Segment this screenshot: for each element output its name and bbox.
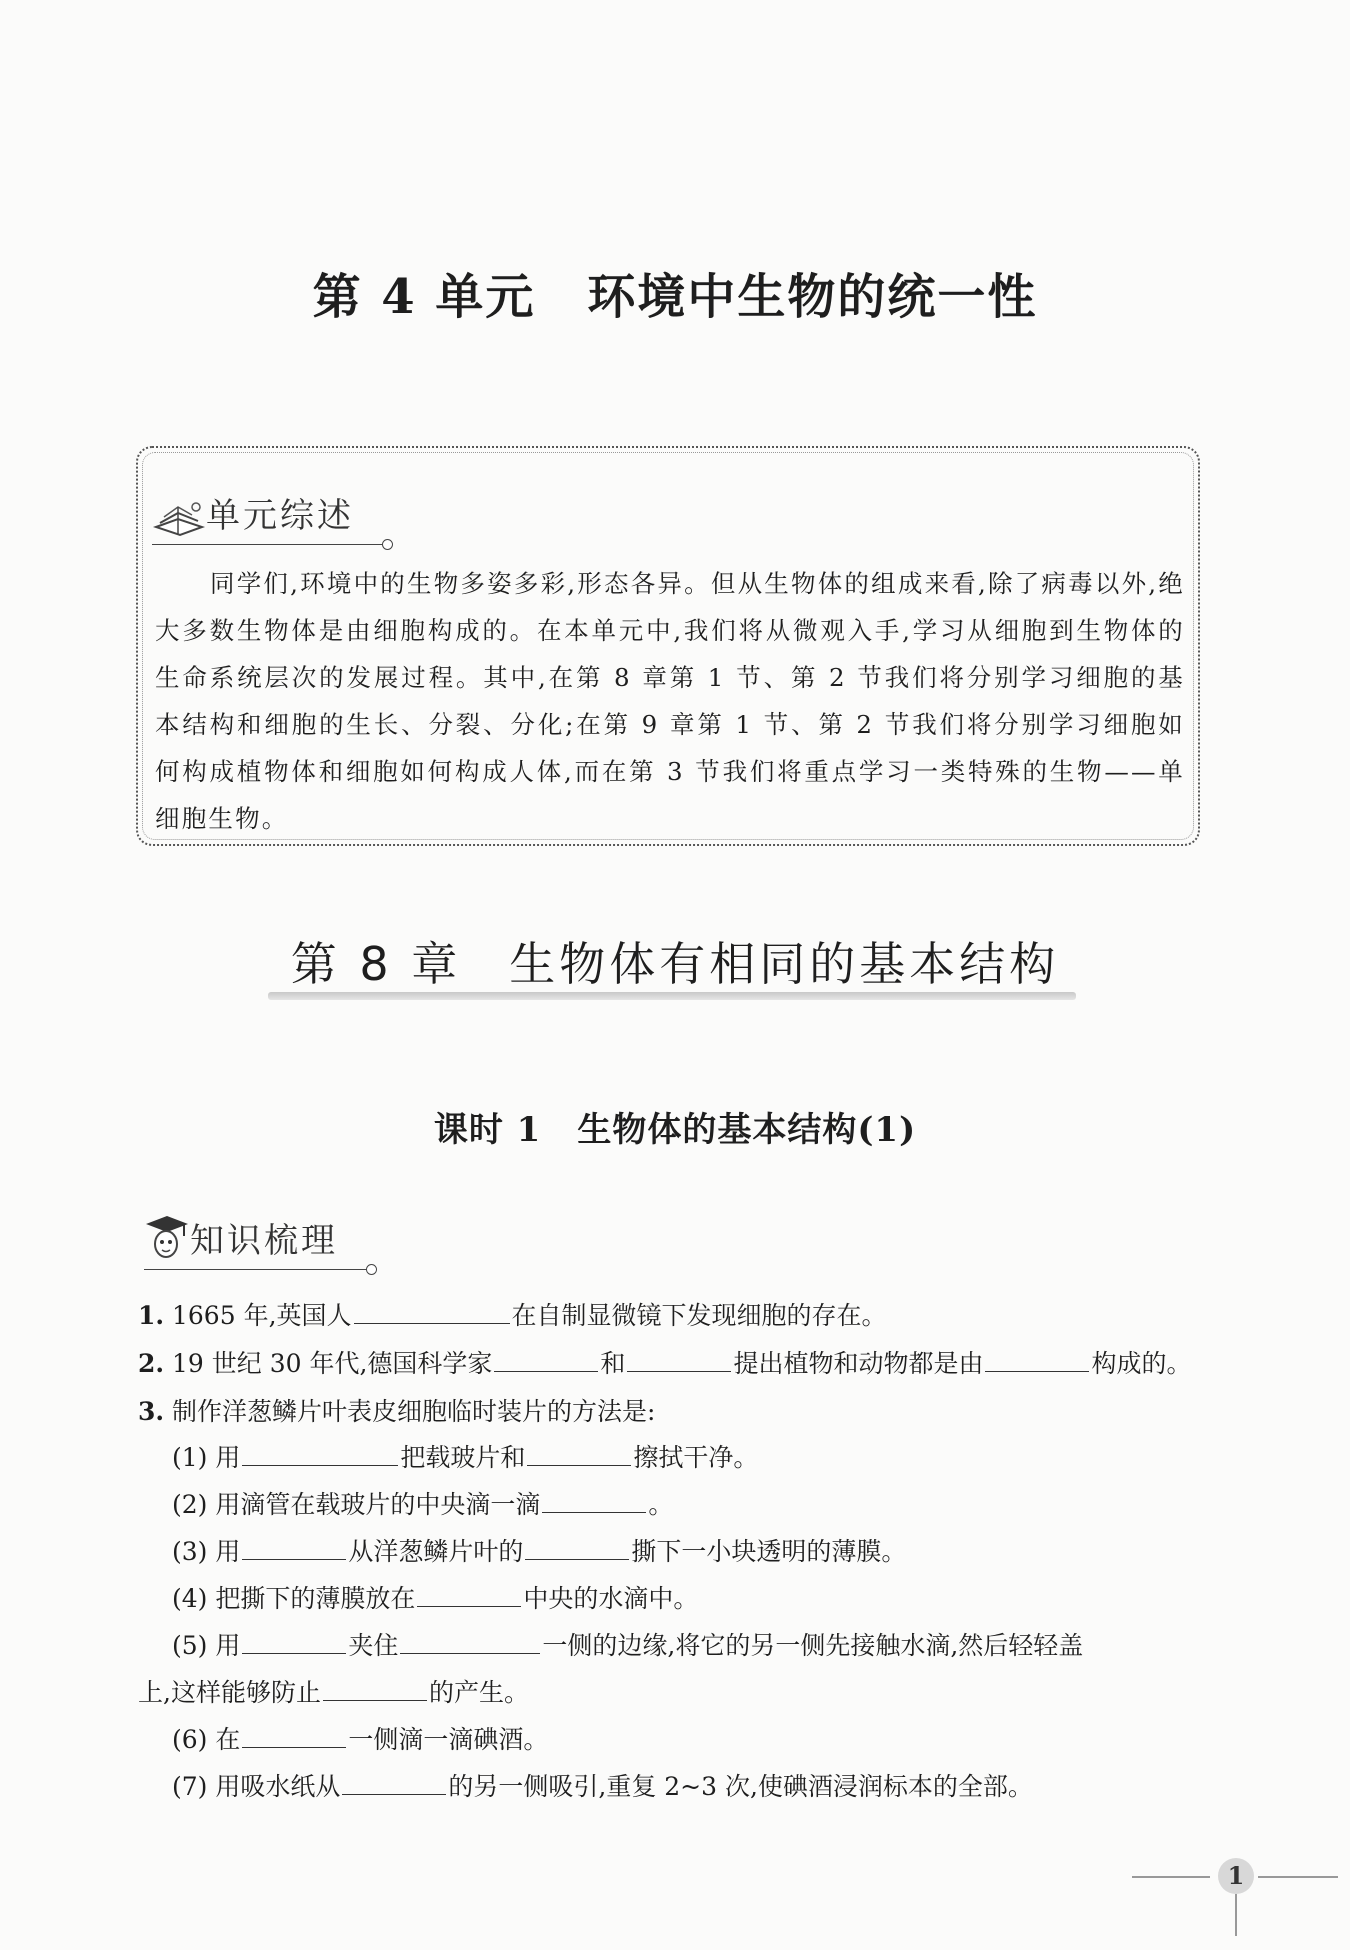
step-6: (6) 在 一侧滴一滴碘酒。 bbox=[172, 1725, 549, 1754]
lesson-name: 生物体的基本结构(1) bbox=[577, 1110, 917, 1150]
answer-blank[interactable] bbox=[242, 1535, 346, 1560]
step-5-continued: 上,这样能够防止 的产生。 bbox=[138, 1678, 529, 1707]
answer-blank[interactable] bbox=[242, 1441, 398, 1466]
page-number-line-left bbox=[1132, 1876, 1210, 1878]
answer-blank[interactable] bbox=[400, 1629, 540, 1654]
open-book-icon bbox=[152, 497, 206, 537]
chapter-name: 生物体有相同的基本结构 bbox=[509, 937, 1060, 991]
chapter-title bbox=[0, 928, 1350, 994]
summary-text: 同学们,环境中的生物多姿多彩,形态各异。但从生物体的组成来看,除了病毒以外,绝大多数生物体是由细胞构成的。在本单元中,我们将从微观入手,学习从细胞到生物体的生命系统层次的发展过程。其中,在第 8 章第 1 节、第 2 节我们将分别学习细胞的基本结构和细胞的生长、分裂、分化;在第 9 章第 1 节、第 2 节我们将分别学习细胞如何构成植物体和细胞如何构成人体,而在第 3 节我们将重点学习一类特殊的生物——单细胞生物。 bbox=[155, 569, 1185, 833]
answer-blank[interactable] bbox=[354, 1299, 510, 1324]
answer-blank[interactable] bbox=[525, 1535, 629, 1560]
knowledge-heading-label: 知识梳理 bbox=[190, 1221, 338, 1261]
answer-blank[interactable] bbox=[342, 1770, 446, 1795]
page-number-tick bbox=[1235, 1894, 1237, 1936]
step-3: (3) 用 从洋葱鳞片叶的 撕下一小块透明的薄膜。 bbox=[172, 1537, 907, 1566]
answer-blank[interactable] bbox=[494, 1347, 598, 1372]
step-7: (7) 用吸水纸从 的另一侧吸引,重复 2~3 次,使碘酒浸润标本的全部。 bbox=[172, 1772, 1033, 1801]
step-2: (2) 用滴管在载玻片的中央滴一滴 。 bbox=[172, 1490, 674, 1519]
step-5: (5) 用 夹住 一侧的边缘,将它的另一侧先接触水滴,然后轻轻盖 bbox=[172, 1631, 1084, 1660]
chapter-underline bbox=[268, 992, 1076, 1000]
step-1: (1) 用 把载玻片和 擦拭干净。 bbox=[172, 1443, 759, 1472]
answer-blank[interactable] bbox=[627, 1347, 731, 1372]
page-number: 1 bbox=[1218, 1858, 1254, 1894]
question-2: 2. 19 世纪 30 年代,德国科学家 和 提出植物和动物都是由 构成的。 bbox=[138, 1349, 1192, 1378]
unit-name: 环境中生物的统一性 bbox=[587, 269, 1038, 325]
scholar-cap-icon bbox=[144, 1212, 190, 1262]
page-number-line-right bbox=[1258, 1876, 1338, 1878]
answer-blank[interactable] bbox=[323, 1676, 427, 1701]
unit-number: 第 4 单元 bbox=[312, 269, 536, 325]
step-4: (4) 把撕下的薄膜放在 中央的水滴中。 bbox=[172, 1584, 699, 1613]
answer-blank[interactable] bbox=[542, 1488, 646, 1513]
answer-blank[interactable] bbox=[242, 1629, 346, 1654]
summary-heading-label: 单元综述 bbox=[206, 496, 354, 536]
summary-heading bbox=[152, 488, 354, 537]
lesson-number: 课时 1 bbox=[433, 1110, 542, 1150]
answer-blank[interactable] bbox=[242, 1723, 346, 1748]
question-1: 1. 1665 年,英国人 在自制显微镜下发现细胞的存在。 bbox=[138, 1301, 887, 1330]
lesson-title bbox=[0, 1102, 1350, 1151]
answer-blank[interactable] bbox=[527, 1441, 631, 1466]
unit-title bbox=[0, 258, 1350, 327]
question-3: 3. 制作洋葱鳞片叶表皮细胞临时装片的方法是: bbox=[138, 1397, 656, 1426]
chapter-number: 第 8 章 bbox=[290, 937, 462, 991]
answer-blank[interactable] bbox=[417, 1582, 521, 1607]
answer-blank[interactable] bbox=[985, 1347, 1089, 1372]
knowledge-heading bbox=[144, 1212, 338, 1262]
